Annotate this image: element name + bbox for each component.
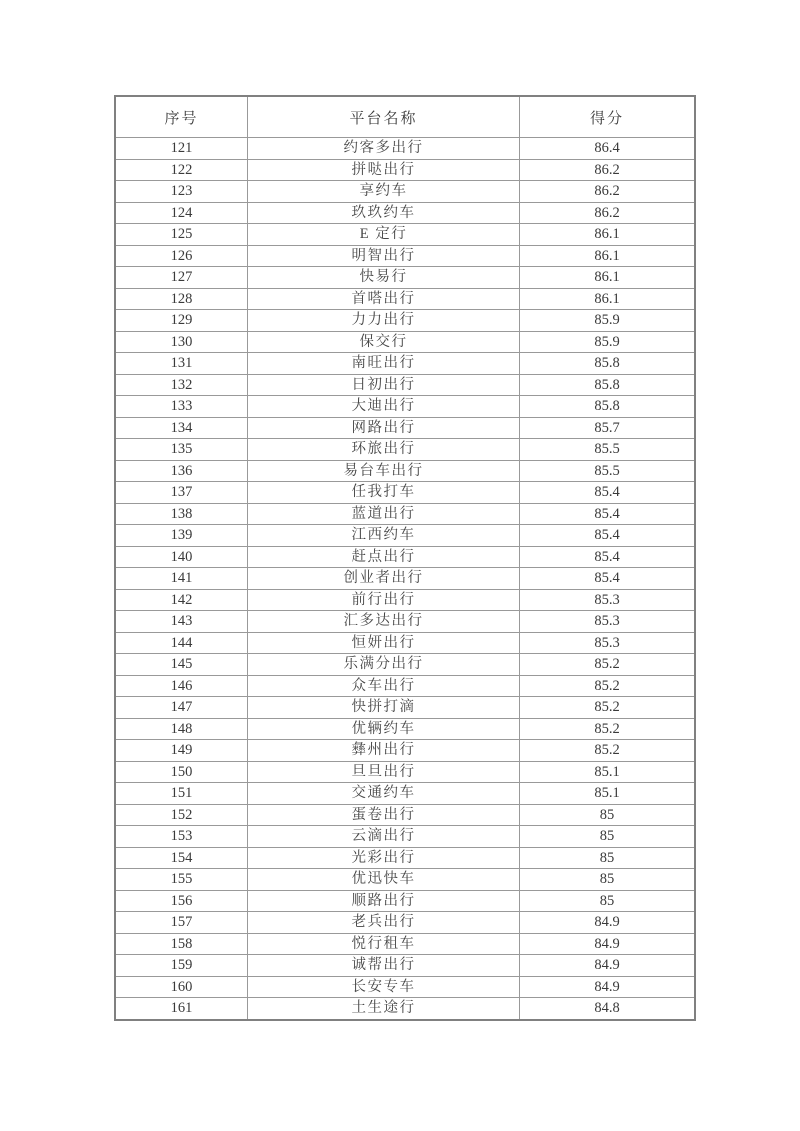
platform-name-cell: 创业者出行	[248, 568, 520, 590]
serial-number-cell: 147	[115, 697, 248, 719]
score-cell: 85	[520, 804, 696, 826]
score-cell: 86.2	[520, 202, 696, 224]
table-row	[115, 890, 695, 912]
platform-name-cell: 交通约车	[248, 783, 520, 805]
platform-name-cell: 日初出行	[248, 374, 520, 396]
table-row	[115, 955, 695, 977]
serial-number-cell: 149	[115, 740, 248, 762]
platform-name-cell: 网路出行	[248, 417, 520, 439]
table-row	[115, 417, 695, 439]
table-row	[115, 331, 695, 353]
table-row	[115, 310, 695, 332]
score-cell: 85	[520, 826, 696, 848]
score-cell: 86.1	[520, 288, 696, 310]
platform-name-cell: 土生途行	[248, 998, 520, 1020]
score-cell: 85.9	[520, 310, 696, 332]
platform-name-cell: 旦旦出行	[248, 761, 520, 783]
platform-name-cell: 大迪出行	[248, 396, 520, 418]
table-row	[115, 589, 695, 611]
score-cell: 85.3	[520, 589, 696, 611]
table-row	[115, 654, 695, 676]
platform-name-cell: 悦行租车	[248, 933, 520, 955]
platform-name-cell: 易台车出行	[248, 460, 520, 482]
score-cell: 84.8	[520, 998, 696, 1020]
platform-name-cell: 江西约车	[248, 525, 520, 547]
table-row	[115, 503, 695, 525]
serial-number-cell: 154	[115, 847, 248, 869]
platform-name-cell: 玖玖约车	[248, 202, 520, 224]
platform-name-cell: 南旺出行	[248, 353, 520, 375]
table-row	[115, 847, 695, 869]
score-cell: 85.2	[520, 675, 696, 697]
platform-name-cell: 恒妍出行	[248, 632, 520, 654]
platform-name-cell: 乐满分出行	[248, 654, 520, 676]
table-row	[115, 288, 695, 310]
serial-number-cell: 140	[115, 546, 248, 568]
platform-name-cell: 力力出行	[248, 310, 520, 332]
platform-name-cell: 长安专车	[248, 976, 520, 998]
serial-number-cell: 127	[115, 267, 248, 289]
serial-number-cell: 143	[115, 611, 248, 633]
platform-name-cell: 快易行	[248, 267, 520, 289]
score-cell: 86.2	[520, 159, 696, 181]
table-row	[115, 525, 695, 547]
serial-number-cell: 123	[115, 181, 248, 203]
platform-name-cell: 快拼打滴	[248, 697, 520, 719]
platform-name-cell: 优迅快车	[248, 869, 520, 891]
serial-number-cell: 121	[115, 138, 248, 160]
serial-number-cell: 134	[115, 417, 248, 439]
table-row	[115, 396, 695, 418]
score-cell: 86.1	[520, 224, 696, 246]
table-row	[115, 826, 695, 848]
platform-name-cell: 赶点出行	[248, 546, 520, 568]
serial-number-cell: 155	[115, 869, 248, 891]
platform-name-cell: 享约车	[248, 181, 520, 203]
score-cell: 85.5	[520, 460, 696, 482]
platform-name-cell: 老兵出行	[248, 912, 520, 934]
serial-number-cell: 125	[115, 224, 248, 246]
table-row	[115, 632, 695, 654]
score-cell: 85.4	[520, 525, 696, 547]
score-cell: 86.1	[520, 267, 696, 289]
table-row	[115, 697, 695, 719]
score-cell: 85	[520, 890, 696, 912]
score-cell: 84.9	[520, 933, 696, 955]
serial-number-cell: 132	[115, 374, 248, 396]
table-row	[115, 546, 695, 568]
platform-name-cell: 前行出行	[248, 589, 520, 611]
platform-name-cell: 诚帮出行	[248, 955, 520, 977]
platform-name-cell: 环旅出行	[248, 439, 520, 461]
table-row	[115, 482, 695, 504]
platform-name-cell: 彝州出行	[248, 740, 520, 762]
table-row	[115, 138, 695, 160]
serial-number-cell: 159	[115, 955, 248, 977]
header-serial-number: 序号	[115, 96, 248, 138]
score-cell: 85.3	[520, 611, 696, 633]
score-cell: 85.1	[520, 783, 696, 805]
serial-number-cell: 135	[115, 439, 248, 461]
serial-number-cell: 144	[115, 632, 248, 654]
platform-name-cell: 明智出行	[248, 245, 520, 267]
platform-name-cell: 保交行	[248, 331, 520, 353]
serial-number-cell: 137	[115, 482, 248, 504]
platform-name-cell: 云滴出行	[248, 826, 520, 848]
serial-number-cell: 124	[115, 202, 248, 224]
serial-number-cell: 146	[115, 675, 248, 697]
platform-name-cell: 蛋卷出行	[248, 804, 520, 826]
platform-name-cell: E 定行	[248, 224, 520, 246]
platform-name-cell: 顺路出行	[248, 890, 520, 912]
serial-number-cell: 150	[115, 761, 248, 783]
serial-number-cell: 130	[115, 331, 248, 353]
serial-number-cell: 129	[115, 310, 248, 332]
score-cell: 85.2	[520, 654, 696, 676]
score-cell: 85.7	[520, 417, 696, 439]
score-cell: 85.4	[520, 482, 696, 504]
platform-ranking-table	[114, 95, 696, 1021]
platform-name-cell: 光彩出行	[248, 847, 520, 869]
serial-number-cell: 133	[115, 396, 248, 418]
score-cell: 85.1	[520, 761, 696, 783]
score-cell: 85.4	[520, 546, 696, 568]
serial-number-cell: 142	[115, 589, 248, 611]
table-row	[115, 439, 695, 461]
serial-number-cell: 138	[115, 503, 248, 525]
serial-number-cell: 160	[115, 976, 248, 998]
serial-number-cell: 157	[115, 912, 248, 934]
score-cell: 86.4	[520, 138, 696, 160]
score-cell: 85.4	[520, 568, 696, 590]
score-cell: 86.1	[520, 245, 696, 267]
score-cell: 85.8	[520, 396, 696, 418]
serial-number-cell: 128	[115, 288, 248, 310]
platform-name-cell: 汇多达出行	[248, 611, 520, 633]
platform-name-cell: 首嗒出行	[248, 288, 520, 310]
table-row	[115, 159, 695, 181]
serial-number-cell: 156	[115, 890, 248, 912]
table-row	[115, 912, 695, 934]
table-row	[115, 976, 695, 998]
table-row	[115, 740, 695, 762]
platform-name-cell: 众车出行	[248, 675, 520, 697]
table-row	[115, 804, 695, 826]
serial-number-cell: 151	[115, 783, 248, 805]
serial-number-cell: 158	[115, 933, 248, 955]
score-cell: 84.9	[520, 976, 696, 998]
table-row	[115, 675, 695, 697]
table-header	[115, 96, 695, 138]
score-cell: 85	[520, 847, 696, 869]
score-cell: 85.8	[520, 353, 696, 375]
score-cell: 85.5	[520, 439, 696, 461]
platform-name-cell: 任我打车	[248, 482, 520, 504]
table-row	[115, 374, 695, 396]
serial-number-cell: 145	[115, 654, 248, 676]
table-row	[115, 353, 695, 375]
serial-number-cell: 122	[115, 159, 248, 181]
table-row	[115, 718, 695, 740]
score-cell: 85	[520, 869, 696, 891]
platform-name-cell: 拼哒出行	[248, 159, 520, 181]
table-row	[115, 245, 695, 267]
header-platform-name: 平台名称	[248, 96, 520, 138]
table-row	[115, 224, 695, 246]
platform-name-cell: 优辆约车	[248, 718, 520, 740]
serial-number-cell: 148	[115, 718, 248, 740]
header-score: 得分	[520, 96, 696, 138]
serial-number-cell: 161	[115, 998, 248, 1020]
serial-number-cell: 152	[115, 804, 248, 826]
score-cell: 84.9	[520, 912, 696, 934]
serial-number-cell: 139	[115, 525, 248, 547]
serial-number-cell: 141	[115, 568, 248, 590]
table-row	[115, 998, 695, 1020]
table-row	[115, 181, 695, 203]
table-row	[115, 783, 695, 805]
score-cell: 85.4	[520, 503, 696, 525]
table-row	[115, 869, 695, 891]
header-row	[115, 96, 695, 138]
serial-number-cell: 126	[115, 245, 248, 267]
platform-name-cell: 蓝道出行	[248, 503, 520, 525]
score-cell: 85.3	[520, 632, 696, 654]
score-cell: 85.9	[520, 331, 696, 353]
table-row	[115, 933, 695, 955]
score-cell: 85.2	[520, 697, 696, 719]
score-cell: 85.2	[520, 740, 696, 762]
serial-number-cell: 131	[115, 353, 248, 375]
table-row	[115, 568, 695, 590]
table-body	[115, 138, 695, 1020]
table-row	[115, 611, 695, 633]
table-row	[115, 761, 695, 783]
table-row	[115, 460, 695, 482]
table-row	[115, 267, 695, 289]
serial-number-cell: 136	[115, 460, 248, 482]
table-row	[115, 202, 695, 224]
platform-name-cell: 约客多出行	[248, 138, 520, 160]
score-cell: 86.2	[520, 181, 696, 203]
serial-number-cell: 153	[115, 826, 248, 848]
score-cell: 85.8	[520, 374, 696, 396]
score-cell: 84.9	[520, 955, 696, 977]
score-cell: 85.2	[520, 718, 696, 740]
